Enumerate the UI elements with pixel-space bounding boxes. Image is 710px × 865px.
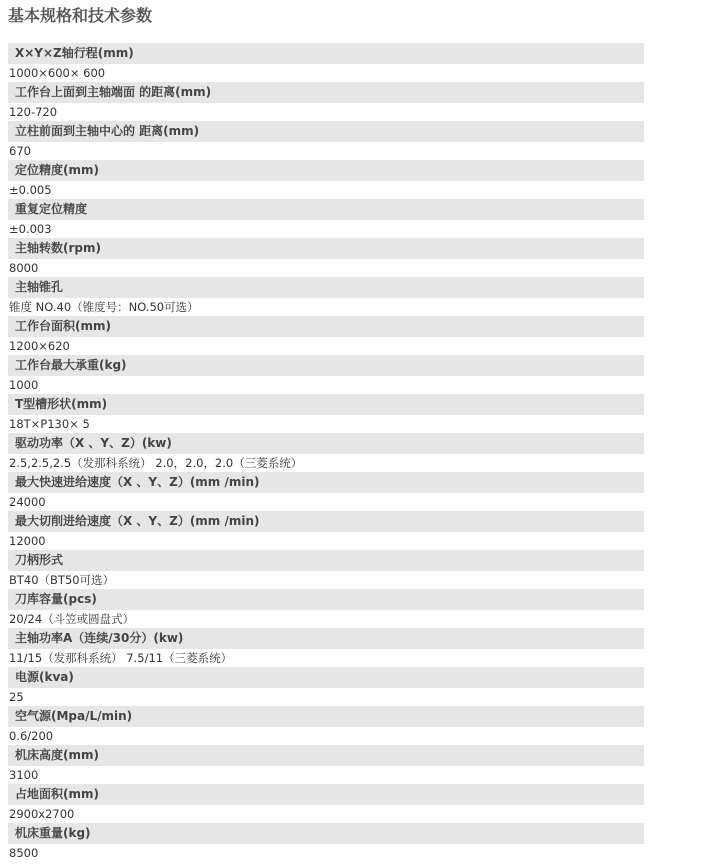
spec-row [8,199,644,238]
spec-row [8,628,644,667]
spec-row [8,238,644,277]
spec-row [8,121,644,160]
spec-value: 20/24（斗笠或圆盘式） [9,612,135,626]
spec-label: 占地面积(mm) [8,784,644,805]
spec-row [8,43,644,82]
spec-label: 驱动功率（X 、Y、Z）(kw) [8,433,644,454]
spec-label: T型槽形状(mm) [8,394,644,415]
spec-value: BT40（BT50可选） [9,573,115,587]
spec-label: X×Y×Z轴行程(mm) [8,43,644,64]
spec-row [8,823,644,862]
spec-value: 3100 [9,768,39,782]
spec-row [8,472,644,511]
spec-row [8,82,644,121]
spec-row [8,589,644,628]
spec-label: 工作台面积(mm) [8,316,644,337]
spec-label: 电源(kva) [8,667,644,688]
spec-label: 定位精度(mm) [8,160,644,181]
spec-row [8,511,644,550]
spec-value: 25 [9,690,24,704]
spec-row [8,433,644,472]
spec-value: 2900x2700 [9,807,75,821]
spec-value: 1000×600× 600 [9,66,106,80]
spec-row [8,355,644,394]
spec-value: 11/15（发那科系统） 7.5/11（三菱系统） [9,651,233,665]
spec-list [8,43,644,862]
spec-value: 12000 [9,534,46,548]
spec-row [8,277,644,316]
spec-value: 8000 [9,261,39,275]
spec-row [8,160,644,199]
spec-row [8,745,644,784]
spec-value: 0.6/200 [9,729,54,743]
spec-value: 1200×620 [9,339,70,353]
spec-label: 重复定位精度 [8,199,644,220]
spec-row [8,706,644,745]
spec-row [8,316,644,355]
spec-label: 刀库容量(pcs) [8,589,644,610]
spec-row [8,394,644,433]
spec-label: 立柱前面到主轴中心的 距离(mm) [8,121,644,142]
spec-value: 8500 [9,846,39,860]
spec-label: 刀柄形式 [8,550,644,571]
spec-label: 最大切削进给速度（X 、Y、Z）(mm /min) [8,511,644,532]
page-title: 基本规格和技术参数 [8,6,153,25]
spec-label: 主轴锥孔 [8,277,644,298]
spec-value: 120-720 [9,105,58,119]
spec-value: 1000 [9,378,39,392]
spec-value: 2.5,2.5,2.5（发那科系统） 2.0，2.0，2.0（三菱系统） [9,456,303,470]
spec-value: 锥度 NO.40（锥度号：NO.50可选） [9,300,199,314]
spec-value: ±0.005 [9,183,52,197]
spec-row [8,784,644,823]
spec-value: 18T×P130× 5 [9,417,90,431]
spec-value: 670 [9,144,31,158]
spec-label: 主轴转数(rpm) [8,238,644,259]
spec-label: 最大快速进给速度（X 、Y、Z）(mm /min) [8,472,644,493]
spec-label: 工作台上面到主轴端面 的距离(mm) [8,82,644,103]
spec-value: ±0.003 [9,222,52,236]
spec-value: 24000 [9,495,46,509]
spec-row [8,550,644,589]
spec-label: 空气源(Mpa/L/min) [8,706,644,727]
spec-label: 机床重量(kg) [8,823,644,844]
spec-label: 工作台最大承重(kg) [8,355,644,376]
spec-row [8,667,644,706]
spec-label: 机床高度(mm) [8,745,644,766]
spec-label: 主轴功率A（连续/30分）(kw) [8,628,644,649]
